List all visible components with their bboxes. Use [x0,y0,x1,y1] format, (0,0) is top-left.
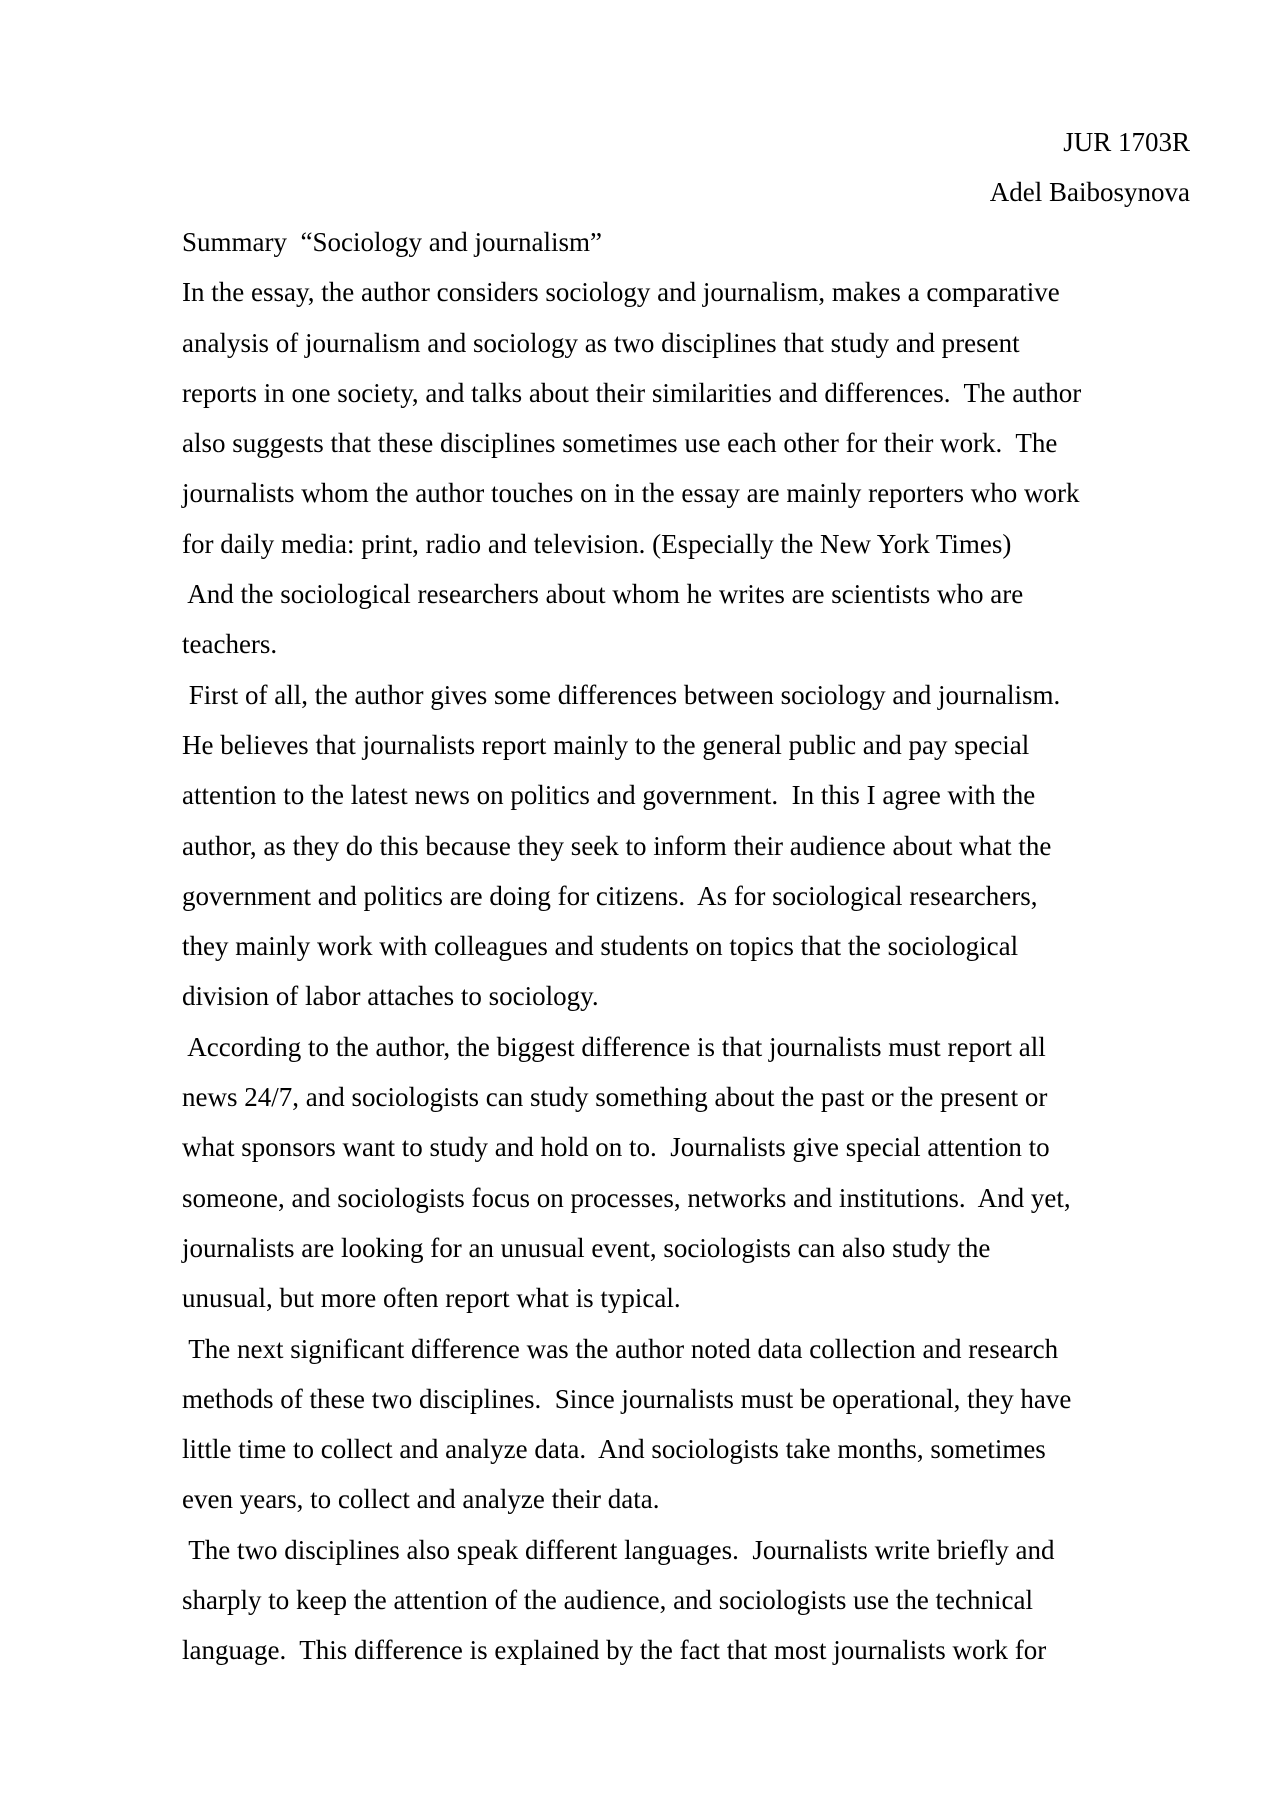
body-line: they mainly work with colleagues and students on topics that the sociological [182,931,1019,962]
body-line: attention to the latest news on politics and government. In this I agree with the [182,780,1036,811]
body-line: someone, and sociologists focus on processes, networks and institutions. And yet, [182,1182,1071,1213]
body-line: The next significant difference was the author noted data collection and research [182,1333,1059,1364]
body-line: The two disciplines also speak different languages. Journalists write briefly and [182,1534,1055,1565]
body-line: language. This difference is explained by the fact that most journalists work for [182,1635,1047,1666]
author-name: Adel Baibosynova [989,177,1190,207]
body-line: also suggests that these disciplines sometimes use each other for their work. The [182,428,1058,459]
body-line: analysis of journalism and sociology as two disciplines that study and present [182,327,1020,358]
body-line: In the essay, the author considers sociology and journalism, makes a comparative [182,277,1060,308]
body-line: teachers. [182,629,278,660]
body-text [182,267,1190,1675]
body-line: even years, to collect and analyze their data. [182,1484,660,1515]
body-line: sharply to keep the attention of the audience, and sociologists use the technical [182,1585,1033,1616]
body-line: division of labor attaches to sociology. [182,981,599,1012]
document-page [182,117,1190,1676]
body-line: unusual, but more often report what is typical. [182,1283,681,1314]
body-line: And the sociological researchers about whom he writes are scientists who are [182,579,1024,610]
body-line: author, as they do this because they seek to inform their audience about what the [182,830,1052,861]
body-line: news 24/7, and sociologists can study something about the past or the present or [182,1082,1048,1113]
body-line: methods of these two disciplines. Since journalists must be operational, they have [182,1383,1072,1414]
body-line: for daily media: print, radio and television. (Especially the New York Times) [182,528,1012,559]
body-line: journalists are looking for an unusual event, sociologists can also study the [182,1232,991,1263]
body-line: First of all, the author gives some differences between sociology and journalism. [182,679,1061,710]
course-code: JUR 1703R [1063,127,1190,157]
body-line: what sponsors want to study and hold on to. Journalists give special attention to [182,1132,1050,1163]
body-line: He believes that journalists report mainly to the general public and pay special [182,729,1030,760]
body-line: government and politics are doing for citizens. As for sociological researchers, [182,880,1038,911]
body-line: According to the author, the biggest difference is that journalists must report all [182,1031,1046,1062]
body-line: journalists whom the author touches on in the essay are mainly reporters who work [182,478,1080,509]
body-line: little time to collect and analyze data. And sociologists take months, sometimes [182,1434,1046,1465]
body-line: reports in one society, and talks about their similarities and differences. The author [182,377,1082,408]
summary-title: Summary “Sociology and journalism” [182,227,602,257]
